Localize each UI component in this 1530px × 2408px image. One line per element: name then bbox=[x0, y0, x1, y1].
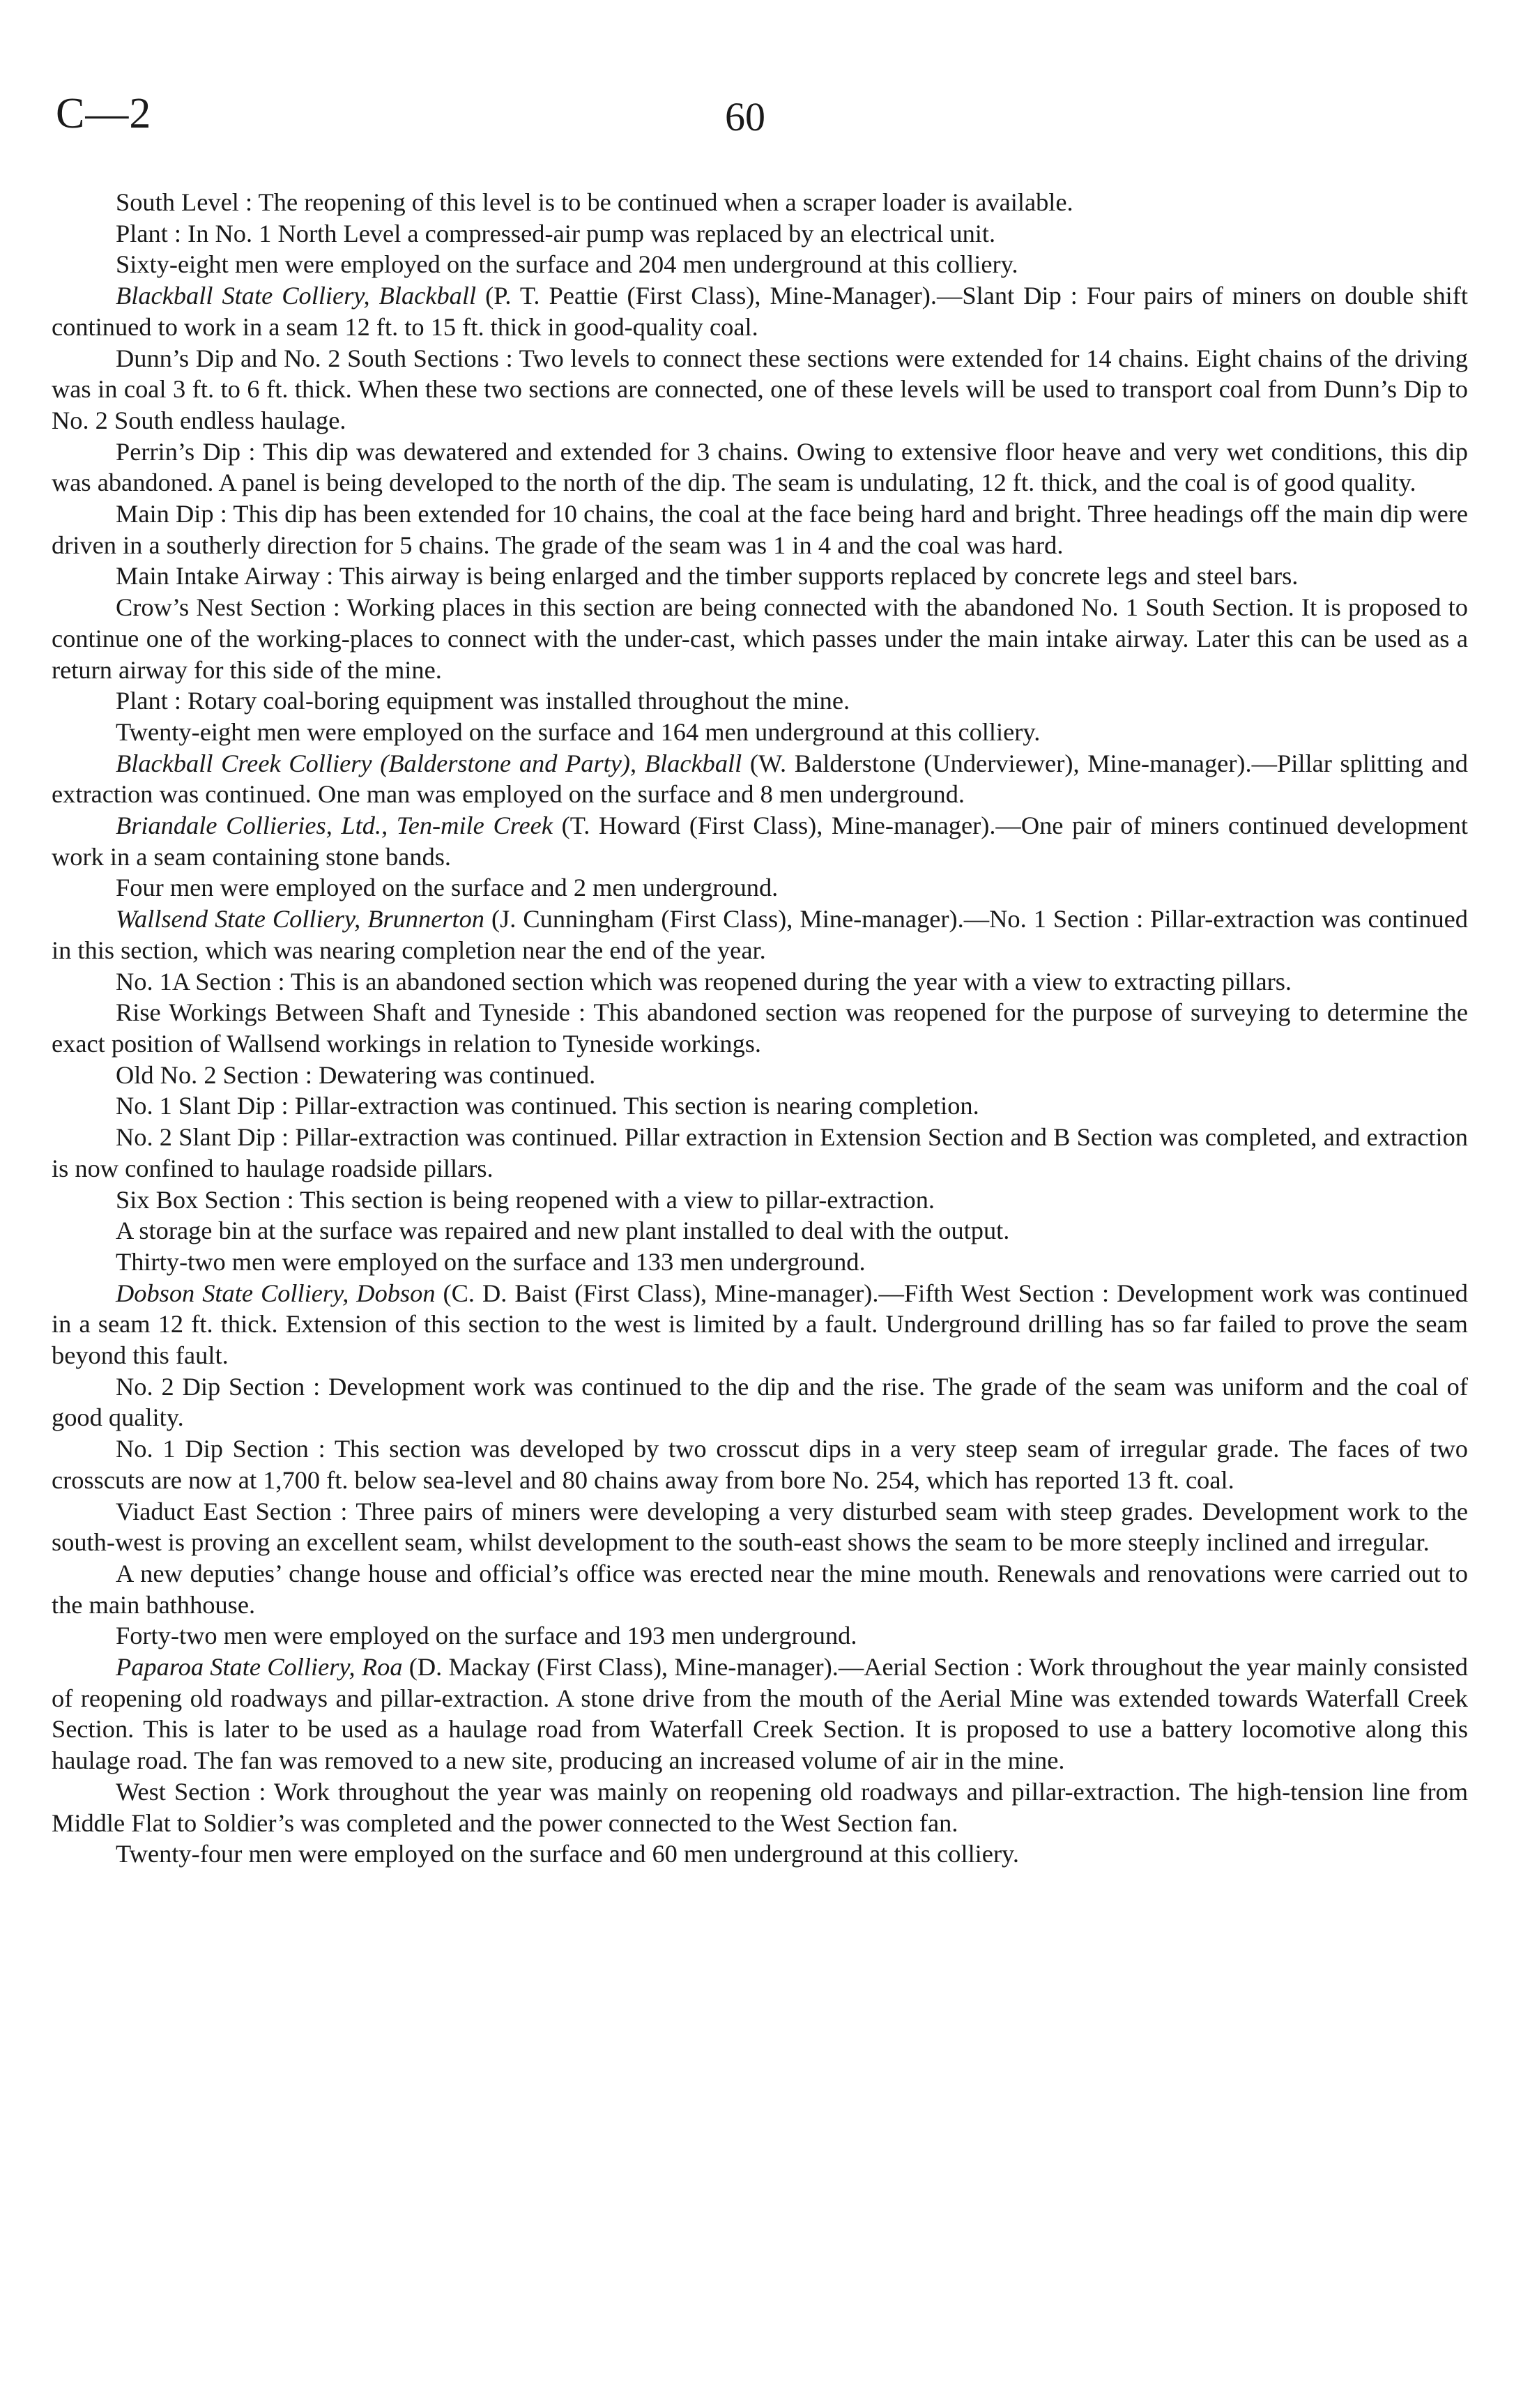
paragraph-text: No. 2 Dip Section : Development work was continued to the dip and the rise. The grade of the seam was uniform and the coal of good quality. bbox=[52, 1372, 1468, 1432]
colliery-name: Dobson State Colliery, Dobson bbox=[116, 1279, 436, 1307]
paragraph-text: No. 1 Dip Section : This section was developed by two crosscut dips in a very steep seam of irregular grade. The faces of two crosscuts are now at 1,700 ft. below sea-level and 80 chains away from bore No. 254, which has reported 13 ft. coal. bbox=[52, 1435, 1468, 1494]
paragraph bbox=[52, 872, 1468, 904]
paragraph-text: Thirty-two men were employed on the surface and 133 men underground. bbox=[116, 1247, 866, 1276]
paragraph-text: Main Dip : This dip has been extended for 10 chains, the coal at the face being hard and bright. Three headings off the main dip were driven in a southerly direction for 5 chains. The grade of the seam was 1 in 4 and the coal was hard. bbox=[52, 500, 1468, 559]
paragraph-text: Plant : Rotary coal-boring equipment was installed throughout the mine. bbox=[116, 687, 850, 715]
paragraph-text: Forty-two men were employed on the surface and 193 men underground. bbox=[116, 1622, 857, 1650]
paragraph-text: Rise Workings Between Shaft and Tyneside : This abandoned section was reopened for the purpose of surveying to determine the exact position of Wallsend workings in relation to Tyneside workings. bbox=[52, 998, 1468, 1058]
paragraph-text: Perrin’s Dip : This dip was dewatered and extended for 3 chains. Owing to extensive floor heave and very wet conditions, this dip was abandoned. A panel is being developed to the north of the dip. The seam is undulating, 12 ft. thick, and the coal is of good quality. bbox=[52, 437, 1468, 497]
colliery-name: Blackball Creek Colliery (Balderstone and Party), Blackball bbox=[116, 749, 742, 777]
paragraph-text: Old No. 2 Section : Dewatering was continued. bbox=[116, 1060, 596, 1089]
paragraph-text: Twenty-four men were employed on the surface and 60 men underground at this colliery. bbox=[116, 1840, 1019, 1868]
paragraph bbox=[52, 748, 1468, 810]
paragraph bbox=[52, 592, 1468, 685]
paragraph bbox=[52, 904, 1468, 966]
paragraph bbox=[52, 1122, 1468, 1184]
colliery-name: Briandale Collieries, Ltd., Ten-mile Creek bbox=[116, 811, 553, 840]
page-header bbox=[56, 89, 1471, 145]
paragraph bbox=[52, 1776, 1468, 1838]
paragraph-text: (T. Howard (First Class), Mine-manager).—One pair of miners continued development work in a seam containing stone bands. bbox=[52, 811, 1468, 871]
paragraph-text: West Section : Work throughout the year was mainly on reopening old roadways and pillar-extraction. The high-tension line from Middle Flat to Soldier’s was completed and the power connected to the West Section fan. bbox=[52, 1777, 1468, 1837]
paragraph bbox=[52, 1371, 1468, 1433]
paragraph-text: (C. D. Baist (First Class), Mine-manager).—Fifth West Section : Development work was continued in a seam 12 ft. thick. Extension of this section to the west is limited by a fault. Underground drilling has so far failed to prove the seam beyond this fault. bbox=[52, 1279, 1469, 1370]
section-code: C—2 bbox=[56, 90, 152, 137]
paragraph-text: Sixty-eight men were employed on the surface and 204 men underground at this colliery. bbox=[116, 250, 1018, 279]
paragraph bbox=[52, 1433, 1468, 1495]
paragraph-text: A new deputies’ change house and official’s office was erected near the mine mouth. Renewals and renovations were carried out to the main bathhouse. bbox=[52, 1559, 1468, 1619]
paragraph bbox=[52, 1278, 1468, 1371]
paragraph-text: No. 2 Slant Dip : Pillar-extraction was continued. Pillar extraction in Extension Section and B Section was completed, and extraction is now confined to haulage roadside pillars. bbox=[52, 1123, 1468, 1182]
paragraph bbox=[52, 218, 1468, 250]
paragraph-text: South Level : The reopening of this level is to be continued when a scraper loader is available. bbox=[116, 188, 1073, 216]
paragraph bbox=[52, 1838, 1468, 1870]
paragraph-text: Plant : In No. 1 North Level a compressed-air pump was replaced by an electrical unit. bbox=[116, 219, 996, 247]
paragraph bbox=[52, 997, 1468, 1059]
paragraph-text: (J. Cunningham (First Class), Mine-manager).—No. 1 Section : Pillar-extraction was continued in this section, which was nearing completion near the end of the year. bbox=[52, 905, 1469, 964]
paragraph bbox=[52, 1496, 1468, 1558]
paragraph-text: (W. Balderstone (Underviewer), Mine-manager).—Pillar splitting and extraction was continued. One man was employed on the surface and 8 men underground. bbox=[52, 749, 1469, 809]
paragraph bbox=[52, 436, 1468, 498]
colliery-name: Paparoa State Colliery, Roa bbox=[116, 1653, 403, 1682]
colliery-name: Blackball State Colliery, Blackball bbox=[116, 282, 477, 310]
paragraph bbox=[52, 717, 1468, 748]
paragraph bbox=[52, 1215, 1468, 1247]
paragraph-text: A storage bin at the surface was repaired and new plant installed to deal with the output. bbox=[116, 1217, 1010, 1245]
paragraph-text: Four men were employed on the surface and 2 men underground. bbox=[116, 874, 779, 902]
paragraph bbox=[52, 1090, 1468, 1122]
paragraph bbox=[52, 685, 1468, 717]
paragraph bbox=[52, 1060, 1468, 1091]
paragraph-text: Viaduct East Section : Three pairs of miners were developing a very disturbed seam with steep grades. Development work to the south-west is proving an excellent seam, whilst development to the south-east shows the seam to be more steeply inclined and irregular. bbox=[52, 1497, 1468, 1557]
paragraph-text: Main Intake Airway : This airway is being enlarged and the timber supports replaced by concrete legs and steel bars. bbox=[116, 562, 1299, 590]
paragraph bbox=[52, 810, 1468, 872]
paragraph bbox=[52, 561, 1468, 592]
paragraph-text: Six Box Section : This section is being reopened with a view to pillar-extraction. bbox=[116, 1185, 935, 1214]
report-body bbox=[52, 187, 1468, 1870]
paragraph bbox=[52, 343, 1468, 436]
paragraph bbox=[52, 1558, 1468, 1620]
page-number: 60 bbox=[725, 94, 765, 139]
paragraph bbox=[52, 280, 1468, 342]
colliery-name: Wallsend State Colliery, Brunnerton bbox=[116, 905, 485, 934]
paragraph-text: Crow’s Nest Section : Working places in this section are being connected with the abandoned No. 1 South Section. It is proposed to continue one of the working-places to connect with the under-cast, which passes under the main intake airway. Later this can be used as a return airway for this side of the mine. bbox=[52, 593, 1468, 684]
paragraph-text: Twenty-eight men were employed on the surface and 164 men underground at this colliery. bbox=[116, 717, 1041, 746]
paragraph bbox=[52, 1247, 1468, 1278]
paragraph bbox=[52, 966, 1468, 998]
paragraph bbox=[52, 187, 1468, 218]
paragraph-text: No. 1A Section : This is an abandoned section which was reopened during the year with a view to extracting pillars. bbox=[116, 967, 1292, 996]
paragraph-text: (P. T. Peattie (First Class), Mine-Manager).—Slant Dip : Four pairs of miners on double shift continued to work in a seam 12 ft. to 15 ft. thick in good-quality coal. bbox=[52, 282, 1469, 341]
paragraph bbox=[52, 1184, 1468, 1216]
paragraph bbox=[52, 249, 1468, 280]
paragraph-text: Dunn’s Dip and No. 2 South Sections : Two levels to connect these sections were extended for 14 chains. Eight chains of the driving was in coal 3 ft. to 6 ft. thick. When these two sections are connected, one of these levels will be used to transport coal from Dunn’s Dip to No. 2 South endless haulage. bbox=[52, 344, 1468, 434]
paragraph bbox=[52, 498, 1468, 561]
paragraph-text: (D. Mackay (First Class), Mine-manager).—Aerial Section : Work throughout the year mainly consisted of reopening old roadways and pillar-extraction. A stone drive from the mouth of the Aerial Mine was extended towards Waterfall Creek Section. This is later to be used as a haulage road from Waterfall Creek Section. It is proposed to use a battery locomotive along this haulage road. The fan was removed to a new site, producing an increased volume of air in the mine. bbox=[52, 1653, 1468, 1775]
paragraph-text: No. 1 Slant Dip : Pillar-extraction was continued. This section is nearing completion. bbox=[116, 1092, 979, 1120]
paragraph bbox=[52, 1620, 1468, 1652]
paragraph bbox=[52, 1652, 1468, 1776]
